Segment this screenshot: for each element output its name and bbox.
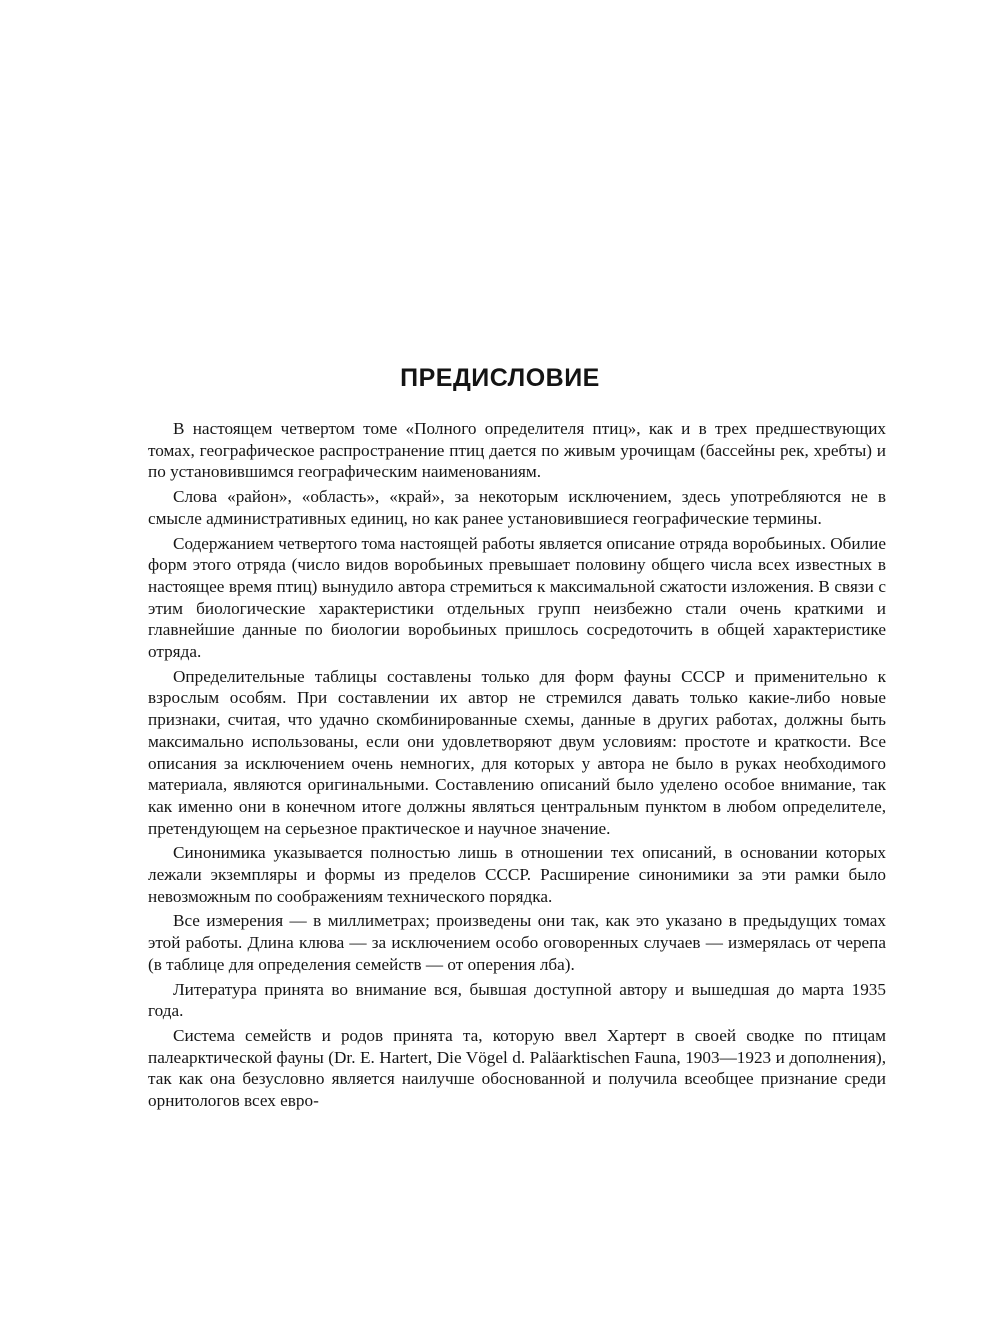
paragraph: Содержанием четвертого тома настоящей работы является описание отряда воробьиных. Обилие форм этого отряда (число видов воробьиных превышает половину общего числа всех известных в настоящее время птиц) вынудило автора стремиться к максимальной сжатости изложения. В связи с этим биологические характеристики отдельных групп неизбежно стали очень краткими и главнейшие данные по биологии воробьиных пришлось сосредоточить в общей характеристике отряда. <box>148 533 886 662</box>
preface-body <box>148 418 886 1115</box>
paragraph: В настоящем четвертом томе «Полного определителя птиц», как и в трех предшествующих томах, географическое распространение птиц дается по живым урочищам (бассейны рек, хребты) и по установившимся географическим наименованиям. <box>148 419 886 482</box>
page-title: ПРЕДИСЛОВИЕ <box>400 364 600 392</box>
paragraph: Система семейств и родов принята та, которую ввел Хартерт в своей сводке по птицам палеарктической фауны (Dr. E. Hartert, Die Vögel d. Paläarktischen Fauna, 1903—1923 и дополнения), так как она безусловно является наилучше обоснованной и получила всеобщее признание среди орнитологов всех евро- <box>148 1025 886 1111</box>
paragraph: Слова «район», «область», «край», за некоторым исключением, здесь употребляются не в смысле административных единиц, но как ранее установившиеся географические термины. <box>148 487 886 528</box>
paragraph: Определительные таблицы составлены только для форм фауны СССР и применительно к взрослым особям. При составлении их автор не стремился давать только какие-либо новые признаки, считая, что удачно скомбинированные схемы, данные в других работах, должны быть максимально использованы, если они удовлетворяют двум условиям: простоте и краткости. Все описания за исключением очень немногих, для которых у автора не было в руках необходимого материала, являются оригинальными. Составлению описаний было уделено особое внимание, так как именно они в конечном итоге должны являться центральным пунктом в любом определителе, претендующем на серьезное практическое и научное значение. <box>148 666 886 838</box>
paragraph: Синонимика указывается полностью лишь в отношении тех описаний, в основании которых лежали экземпляры и формы из пределов СССР. Расширение синонимики за эти рамки было невозможным по соображениям технического порядка. <box>148 843 886 906</box>
paragraph: Литература принята во внимание вся, бывшая доступной автору и вышедшая до марта 1935 года. <box>148 979 886 1021</box>
paragraph: Все измерения — в миллиметрах; произведены они так, как это указано в предыдущих томах этой работы. Длина клюва — за исключением особо оговоренных случаев — измерялась от черепа (в таблице для определения семейств — от оперения лба). <box>148 911 886 974</box>
